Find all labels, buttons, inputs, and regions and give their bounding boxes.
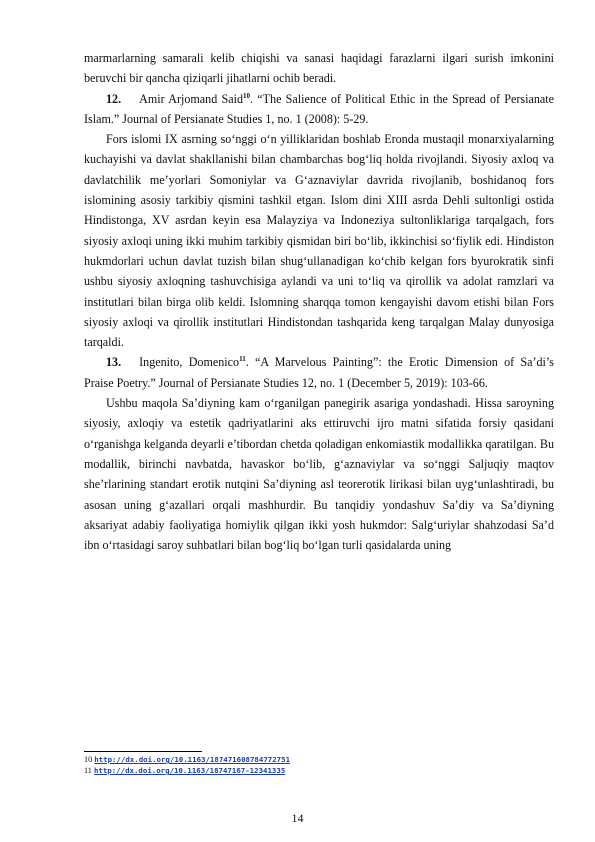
reference-12 — [84, 89, 554, 130]
reference-13 — [84, 352, 554, 393]
footnote-mark[interactable]: 11 — [239, 355, 246, 364]
paragraph-persianate-islam: Fors islomi IX asrning so‘nggi o‘n yilliklaridan boshlab Eronda mustaqil monarxiyalarning kuchayishi va davlat shakllanishi bilan chambarchas bog‘liq holda rivojlandi. Siyosiy axloq va davlatchilik me’yorlari Somoniylar va G‘aznaviylar davrida rivojlanib, boshidanoq fors islomining asosiy tarkibiy qismini tashkil etgan. Islom dini XIII asrda Dehli sultonligi ostida Hindistonga, XV asrdan keyin esa Malayziya va Indoneziya sultonliklariga tarqalgach, fors siyosiy axloqi uning ikki muhim tarkibiy qismidan biri bo‘lib, ikkinchisi so‘fiylik edi. Hindiston hukmdorlari uchun davlat tuzish bilan shug‘ullanadigan ko‘chib kelgan fors byurokratik sinfi ushbu siyosiy axloqning tashuvchisiga aylandi va uni to‘liq va qirollik va adolat ramzlari va institutlari bilan birga olib keldi. Islomning sharqqa tomon kengayishi davom etishi bilan Fors siyosiy axloqi va qirollik institutlari Hindistondan tashqarida keng tarqalgan Malay dunyosiga tarqaldi. — [84, 132, 554, 350]
paragraph-sadi-panegyric: Ushbu maqola Sa’diyning kam o‘rganilgan panegirik asariga yondashadi. Hissa saroyning siyosiy, axloqiy va estetik qadriyatlarini aks ettiruvchi ijro matni sifatida forsiy qasidani o‘rganishga kelganda deyarli e’tibordan chetda qoladigan enkomiastik modallikka qaratilgan. Bu modallik, birinchi navbatda, havaskor bo‘lib, g‘aznaviylar va so‘nggi Saljuqiy maqtov she’rlarining standart erotik nutqini Sa’diyning asl teorerotik lirikasi bilan uyg‘unlashtiradi, bu asosan uning g‘azallari orqali mashhurdir. Bu tanqidiy yondashuv Sa’diy va Sa’diyning aksariyat adabiy faoliyatiga homiylik qilgan ikki yosh hukmdor: Salg‘uriylar shahzodasi Sa’d ibn o‘rtasidagi saroy suhbatlari bilan bog‘liq bo‘lgan turli qasidalarda uning — [84, 396, 554, 553]
reference-citation: . “A Marvelous Painting”: the Erotic Dimension of Sa’di’s Praise Poetry.” Journal of Persianate Studies 12, no. 1 (December 5, 2019): 103-66. — [84, 355, 554, 390]
footnote-10 — [84, 754, 554, 765]
reference-citation: . “The Salience of Political Ethic in the Spread of Persianate Islam.” Journal of Persianate Studies 1, no. 1 (2008): 5-29. — [84, 91, 554, 126]
footnote-number: 11 — [84, 766, 92, 775]
reference-author: Amir Arjomand Said — [139, 91, 243, 106]
footnote-link[interactable]: http://dx.doi.org/10.1163/18747167-12341335 — [93, 766, 286, 775]
document-body — [84, 48, 554, 555]
footnote-divider — [84, 751, 202, 752]
footnotes — [84, 754, 554, 776]
footnote-11 — [84, 765, 554, 776]
paragraph-intro: marmarlarning samarali kelib chiqishi va sanasi haqidagi farazlarni ilgari surish imkonini beruvchi bir qancha qiziqarli jihatlarni ochib beradi. — [84, 51, 554, 86]
footnote-number: 10 — [84, 755, 93, 764]
page-number: 14 — [291, 811, 304, 825]
reference-author: Ingenito, Domenico — [139, 355, 240, 370]
reference-number: 13. — [106, 355, 122, 370]
reference-number: 12. — [106, 91, 122, 106]
footnote-mark[interactable]: 10 — [243, 91, 250, 100]
footnote-link[interactable]: http://dx.doi.org/10.1163/187471608784772751 — [94, 755, 291, 764]
